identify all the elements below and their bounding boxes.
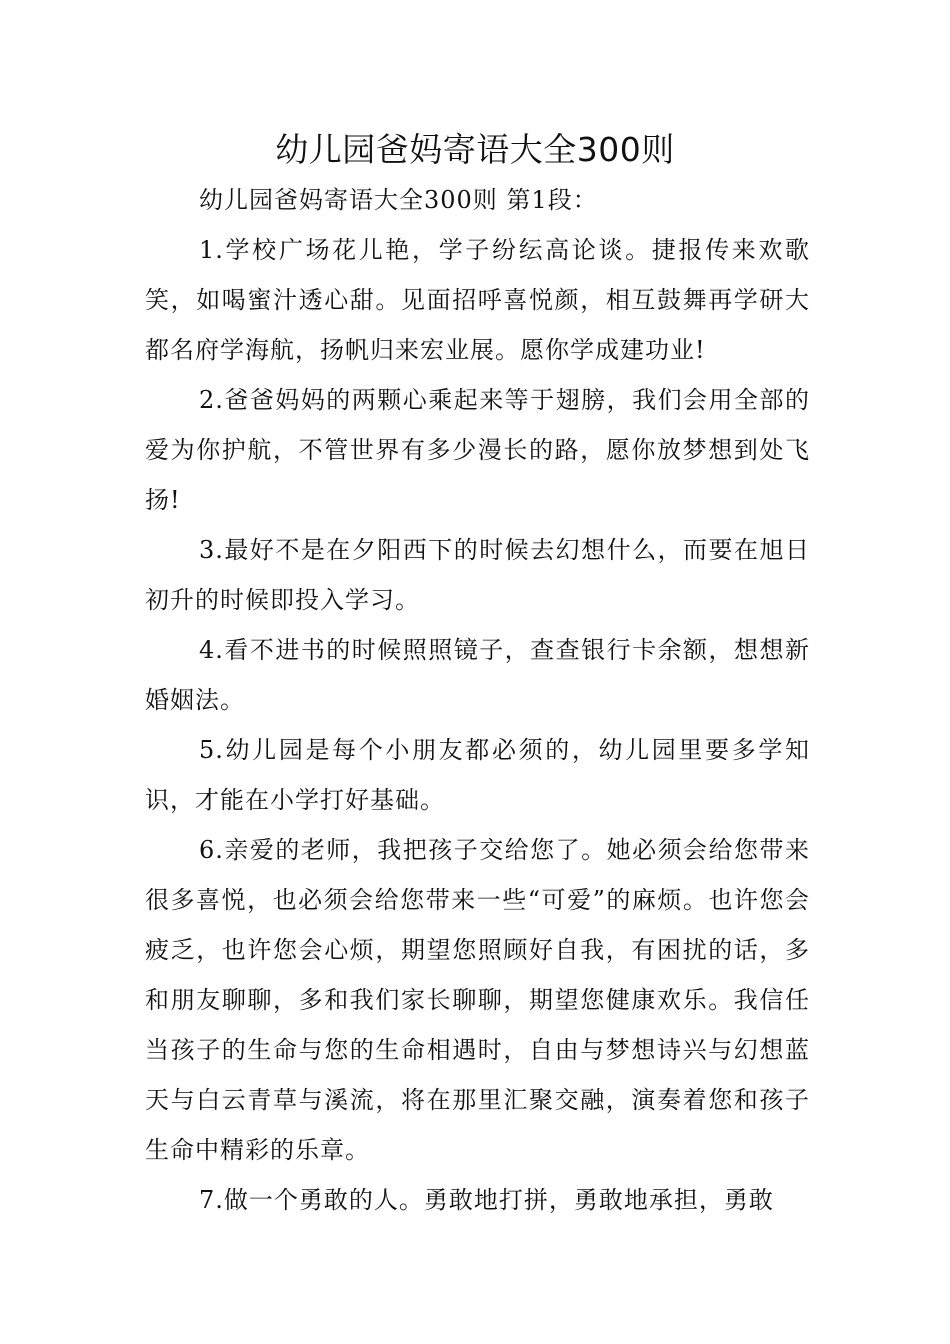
paragraph-1: 1.学校广场花儿艳，学子纷纭高论谈。捷报传来欢歌笑，如喝蜜汁透心甜。见面招呼喜悦颜，相互鼓舞再学研大都名府学海航，扬帆归来宏业展。愿你学成建功业! [145, 236, 810, 364]
document-body [145, 175, 810, 1225]
paragraph-5: 5.幼儿园是每个小朋友都必须的，幼儿园里要多学知识，才能在小学打好基础。 [145, 736, 810, 814]
paragraph-7: 7.做一个勇敢的人。勇敢地打拼，勇敢地承担，勇敢 [199, 1186, 774, 1214]
paragraph-4: 4.看不进书的时候照照镜子，查查银行卡余额，想想新婚姻法。 [145, 636, 810, 714]
paragraph-3: 3.最好不是在夕阳西下的时候去幻想什么，而要在旭日初升的时候即投入学习。 [145, 536, 810, 614]
section-heading: 幼儿园爸妈寄语大全300则 第1段： [199, 186, 598, 214]
paragraph-6: 6.亲爱的老师，我把孩子交给您了。她必须会给您带来很多喜悦，也必须会给您带来一些“可爱”的麻烦。也许您会疲乏，也许您会心烦，期望您照顾好自我，有困扰的话，多和朋友聊聊，多和我们家长聊聊，期望您健康欢乐。我信任当孩子的生命与您的生命相遇时，自由与梦想诗兴与幻想蓝天与白云青草与溪流，将在那里汇聚交融，演奏着您和孩子生命中精彩的乐章。 [145, 836, 810, 1164]
document-title: 幼儿园爸妈寄语大全300则 [275, 130, 675, 169]
paragraph-2: 2.爸爸妈妈的两颗心乘起来等于翅膀，我们会用全部的爱为你护航，不管世界有多少漫长的路，愿你放梦想到处飞扬! [145, 386, 810, 514]
